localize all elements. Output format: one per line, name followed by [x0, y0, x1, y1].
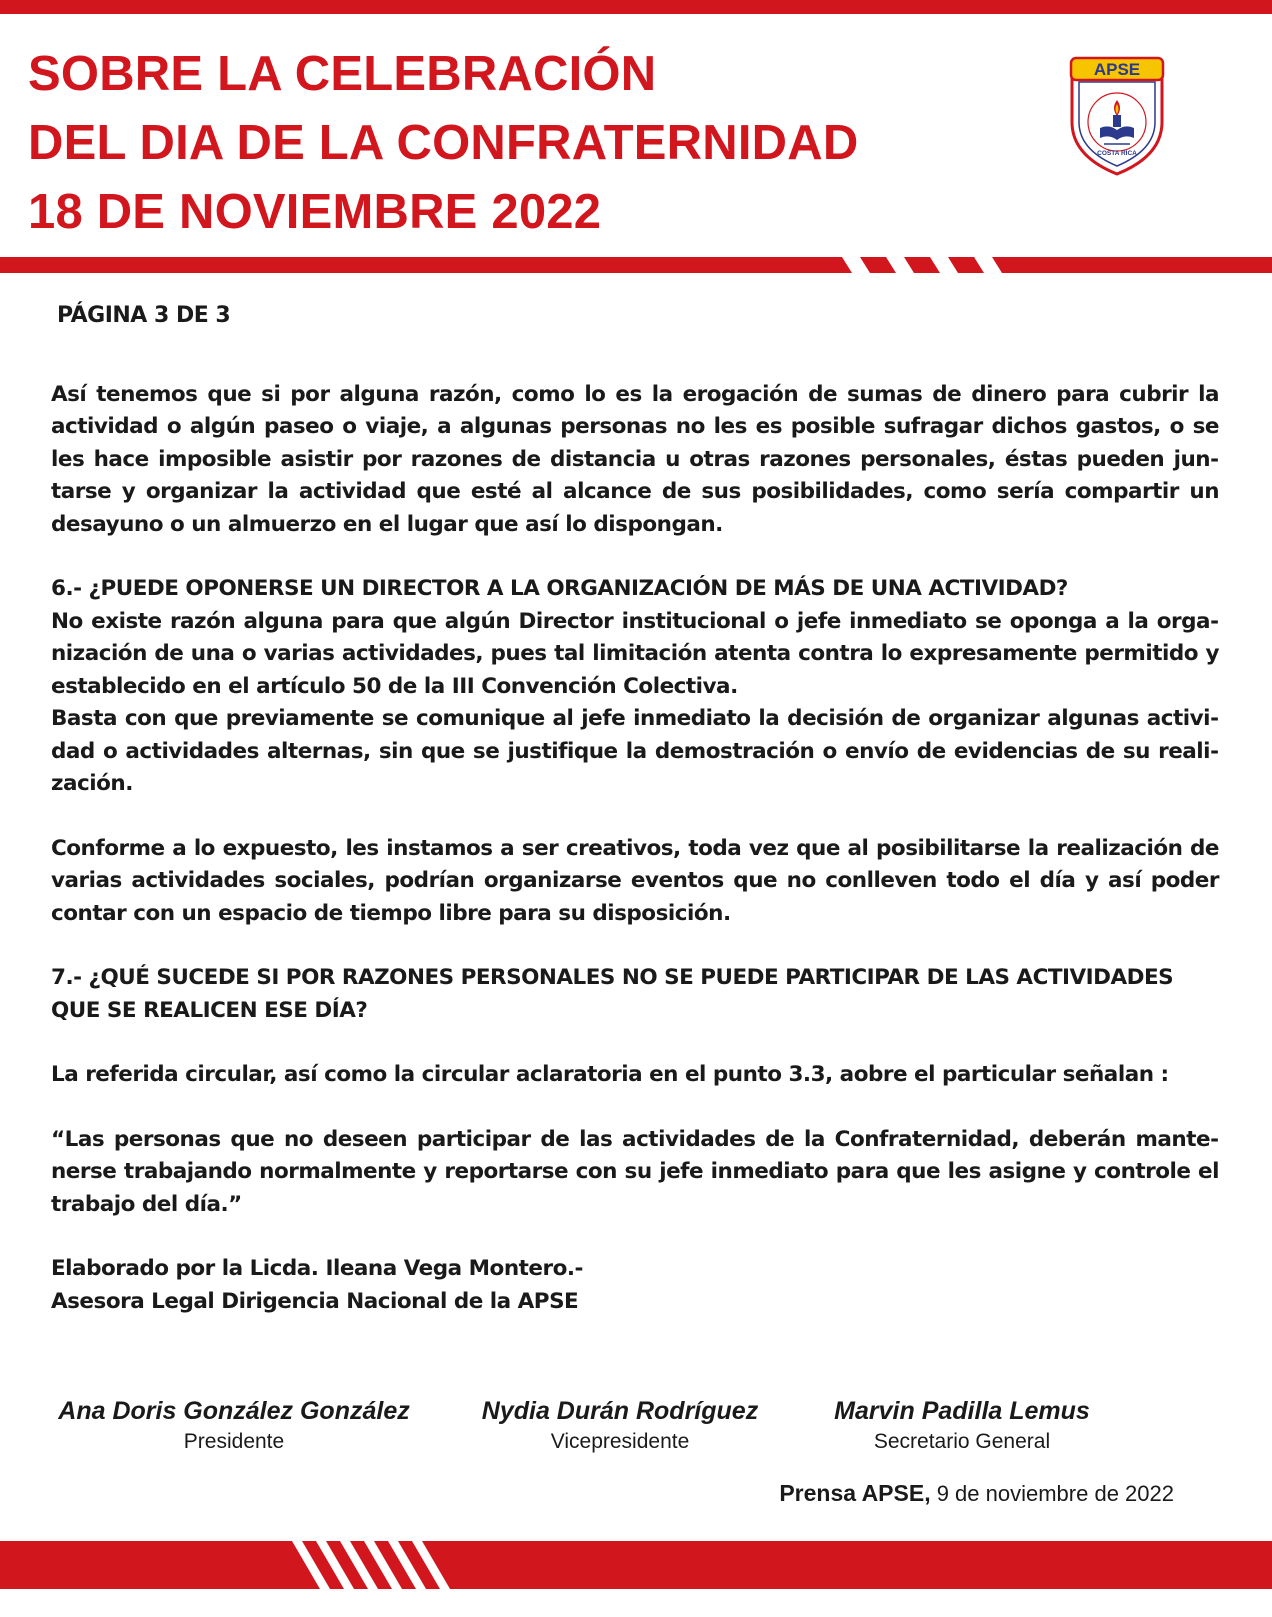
- press-source: Prensa APSE,: [779, 1480, 931, 1506]
- question-6-answer-1: No existe razón alguna para que algún Director institucional o jefe inmediato se oponga a la organización de una o varias actividades, pues tal limitación atenta contra lo expresamente permitido y establecido en el artículo 50 de la III Convención Colectiva.: [51, 608, 1219, 699]
- signature-role: Secretario General: [873, 1430, 1051, 1453]
- title-line-2: DEL DIA DE LA CONFRATERNIDAD: [28, 116, 859, 170]
- signature-block: [0, 1395, 1272, 1455]
- footer-red-band: [0, 1541, 1272, 1589]
- top-red-bar: [0, 0, 1272, 14]
- quote-paragraph: “Las personas que no deseen participar de las actividades de la Confraternidad, deberán mantenerse trabajando normalmente y reportarse con su jefe inmediato para que les asigne y controle el trabajo del día.”: [51, 1126, 1219, 1217]
- signature-name: Marvin Padilla Lemus: [834, 1397, 1090, 1425]
- document-body: [51, 300, 1219, 1318]
- title-line-1: SOBRE LA CELEBRACIÓN: [28, 47, 657, 101]
- title-line-3: 18 DE NOVIEMBRE 2022: [28, 185, 602, 239]
- question-6-heading: 6.- ¿PUEDE OPONERSE UN DIRECTOR A LA ORGANIZACIÓN DE MÁS DE UNA ACTIVIDAD?: [51, 576, 1068, 601]
- paragraph-intro: Así tenemos que si por alguna razón, como lo es la erogación de sumas de dinero para cubrir la actividad o algún paseo o viaje, a algunas personas no les es posible sufragar dichos gastos, o se les hace imposible asistir por razones de distancia u otras razones personales, éstas pueden juntarse y organizar la actividad que esté al alcance de sus posibilidades, como sería compartir un desayuno o un almuerzo en el lugar que así lo dispongan.: [51, 381, 1219, 537]
- signature-secretary: [812, 1395, 1112, 1457]
- apse-logo: [1062, 52, 1172, 176]
- header-red-band: [0, 257, 1272, 273]
- page-title: [28, 40, 1028, 247]
- author-line-1: Elaborado por la Licda. Ileana Vega Montero.-: [51, 1256, 583, 1281]
- signature-vicepresident: [460, 1395, 780, 1457]
- signature-role: Vicepresidente: [550, 1430, 690, 1453]
- author-line-2: Asesora Legal Dirigencia Nacional de la APSE: [51, 1288, 579, 1314]
- question-7-heading: 7.- ¿QUÉ SUCEDE SI POR RAZONES PERSONALES NO SE PUEDE PARTICIPAR DE LAS ACTIVIDADES QUE SE REALICEN ESE DÍA?: [51, 965, 1174, 1023]
- press-credit: [779, 1480, 1174, 1507]
- question-6-answer-2: Basta con que previamente se comunique al jefe inmediato la decisión de organizar algunas actividad o actividades alternas, sin que se justifique la demostración o envío de evidencias de su realización.: [51, 706, 1219, 796]
- paragraph-circular: La referida circular, así como la circular aclaratoria en el punto 3.3, aobre el particular señalan :: [51, 1062, 1169, 1087]
- signature-president: [48, 1395, 420, 1457]
- signature-name: Nydia Durán Rodríguez: [481, 1397, 759, 1425]
- page-number: PÁGINA 3 DE 3: [57, 303, 231, 328]
- signature-name: Ana Doris González González: [58, 1397, 410, 1425]
- paragraph-conforme: Conforme a lo expuesto, les instamos a ser creativos, toda vez que al posibilitarse la realización de varias actividades sociales, podrían organizarse eventos que no conlleven todo el día y así poder contar con un espacio de tiempo libre para su disposición.: [51, 835, 1219, 926]
- press-date: 9 de noviembre de 2022: [930, 1481, 1174, 1506]
- logo-country: COSTA RICA: [1097, 150, 1137, 157]
- signature-role: Presidente: [183, 1430, 285, 1453]
- logo-acronym: APSE: [1093, 60, 1141, 79]
